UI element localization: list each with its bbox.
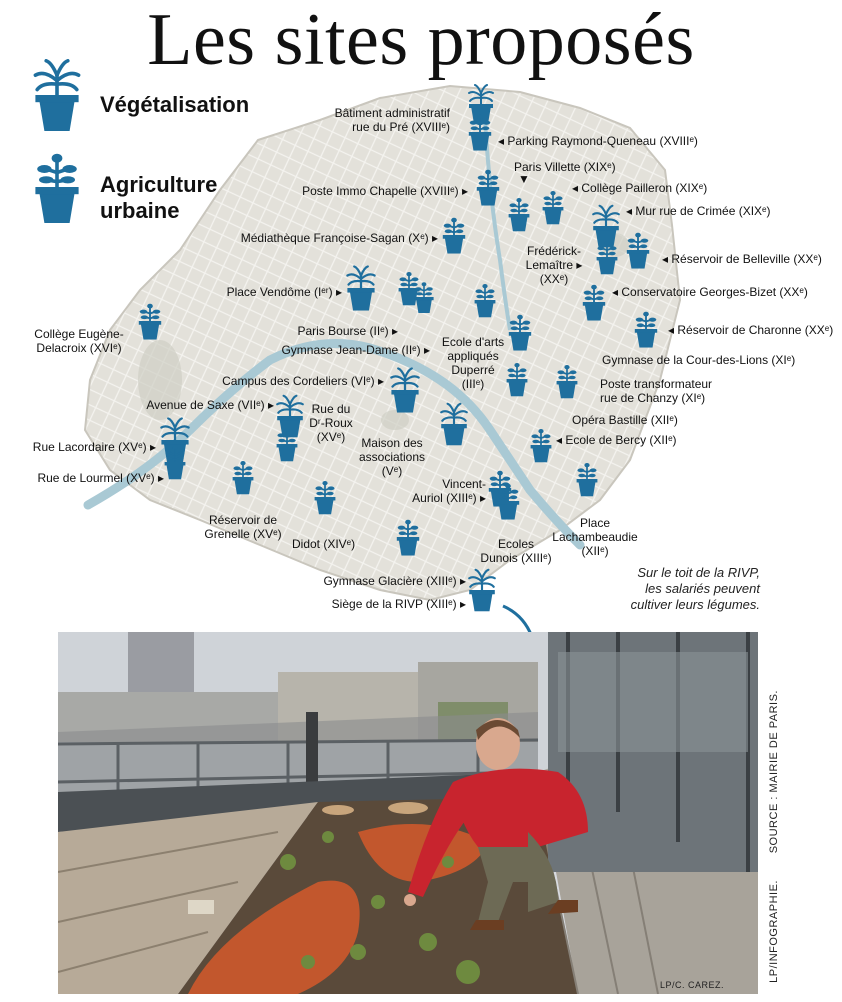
agriculture-icon: [230, 452, 256, 502]
photo-caption: Sur le toit de la RIVP, les salariés peuvent cultiver leurs légumes.: [630, 565, 760, 612]
site-label: Paris Bourse (IIᵉ) ▸: [297, 324, 398, 338]
site-label: Campus des Cordeliers (VIᵉ) ▸: [222, 374, 384, 388]
agriculture-icon: [440, 210, 468, 260]
rooftop-garden-photo: [58, 632, 758, 994]
agriculture-icon: [540, 182, 566, 232]
photo-credit: LP/C. CAREZ.: [660, 980, 725, 990]
agriculture-icon: [594, 236, 620, 278]
agriculture-icon: [274, 418, 300, 470]
site-label: Opéra Bastille (XIIᵉ): [572, 413, 678, 427]
agriculture-icon: [474, 162, 502, 212]
site-label: Gymnase Jean-Dame (IIᵉ) ▸: [281, 343, 430, 357]
site-label: ◂ Ecole de Bercy (XIIᵉ): [556, 433, 677, 447]
agriculture-icon: [528, 420, 554, 470]
site-label: ◂ Parking Raymond-Queneau (XVIIIᵉ): [498, 134, 698, 148]
agriculture-icon: [624, 226, 652, 274]
site-label: Frédérick- Lemaître ▸ (XXᵉ): [525, 244, 583, 286]
site-label: Poste transformateur rue de Chanzy (XIᵉ): [600, 377, 713, 405]
agriculture-icon: [136, 296, 164, 346]
site-label: Médiathèque Françoise-Sagan (Xᵉ) ▸: [240, 231, 438, 245]
site-label: Ecole d'arts appliqués Duperré (IIIᵉ): [441, 335, 505, 391]
site-label: ▼: [518, 172, 530, 186]
agriculture-icon: [494, 478, 522, 524]
agriculture-icon: [506, 190, 532, 238]
site-label: Vincent- Auriol (XIIIᵉ) ▸: [412, 477, 486, 505]
vegetalisation-icon: [466, 564, 498, 616]
agriculture-icon: [162, 440, 188, 484]
site-label: ◂ Collège Pailleron (XIXᵉ): [572, 181, 708, 195]
legend-vegetalisation-icon: [30, 52, 84, 138]
agriculture-icon: [574, 454, 600, 504]
legend-agriculture-line1: Agriculture: [100, 172, 218, 197]
source-text: SOURCE : MAIRIE DE PARIS.: [768, 690, 780, 854]
site-label: Réservoir de Grenelle (XVᵉ): [204, 513, 282, 541]
agriculture-icon: [554, 356, 580, 406]
agriculture-icon: [466, 112, 494, 152]
site-label: Gymnase Glacière (XIIIᵉ) ▸: [323, 574, 466, 588]
site-label: ◂ Réservoir de Charonne (XXᵉ): [668, 323, 834, 337]
site-label: Maison des associations (Vᵉ): [358, 436, 426, 478]
site-label: Avenue de Saxe (VIIᵉ) ▸: [146, 398, 274, 412]
site-label: Collège Eugène- Delacroix (XVIᵉ): [34, 327, 124, 355]
vegetalisation-icon: [344, 262, 378, 314]
site-label: Bâtiment administratif rue du Pré (XVIIIᵉ): [334, 106, 450, 134]
site-label: Gymnase de la Cour-des-Lions (XIᵉ): [602, 353, 796, 367]
vegetalisation-icon: [438, 398, 470, 450]
site-label: Didot (XIVᵉ): [292, 537, 356, 551]
legend-agriculture-icon: [30, 144, 84, 230]
page-title: Les sites proposés: [147, 0, 695, 81]
agriculture-icon: [312, 472, 338, 522]
vegetalisation-icon: [388, 364, 422, 416]
site-label: Place Vendôme (Iᵉʳ) ▸: [226, 285, 342, 299]
site-label: Rue Lacordaire (XVᵉ) ▸: [32, 440, 156, 454]
infographie-credit: LP/INFOGRAPHIE.: [768, 880, 780, 983]
site-label: Siège de la RIVP (XIIIᵉ) ▸: [331, 597, 466, 611]
legend-agriculture-line2: urbaine: [100, 198, 180, 223]
site-label: ◂ Mur rue de Crimée (XIXᵉ): [626, 204, 771, 218]
site-label: Place Lachambeaudie (XIIᵉ): [552, 516, 638, 558]
site-label: Rue du Dʳ-Roux (XVᵉ): [309, 402, 353, 444]
agriculture-icon: [394, 512, 422, 562]
site-label: Rue de Lourmel (XVᵉ) ▸: [37, 471, 164, 485]
site-label: Poste Immo Chapelle (XVIIIᵉ) ▸: [302, 184, 468, 198]
agriculture-icon: [632, 304, 660, 354]
site-label: ◂ Conservatoire Georges-Bizet (XXᵉ): [612, 285, 808, 299]
site-label: Paris Villette (XIXᵉ): [514, 160, 616, 174]
agriculture-icon: [412, 272, 436, 322]
legend-vegetalisation-label: Végétalisation: [100, 92, 250, 117]
site-label: Ecoles Dunois (XIIIᵉ): [480, 537, 552, 565]
agriculture-icon: [472, 276, 498, 324]
site-label: ◂ Réservoir de Belleville (XXᵉ): [662, 252, 822, 266]
legend-agriculture-label: [100, 172, 217, 224]
